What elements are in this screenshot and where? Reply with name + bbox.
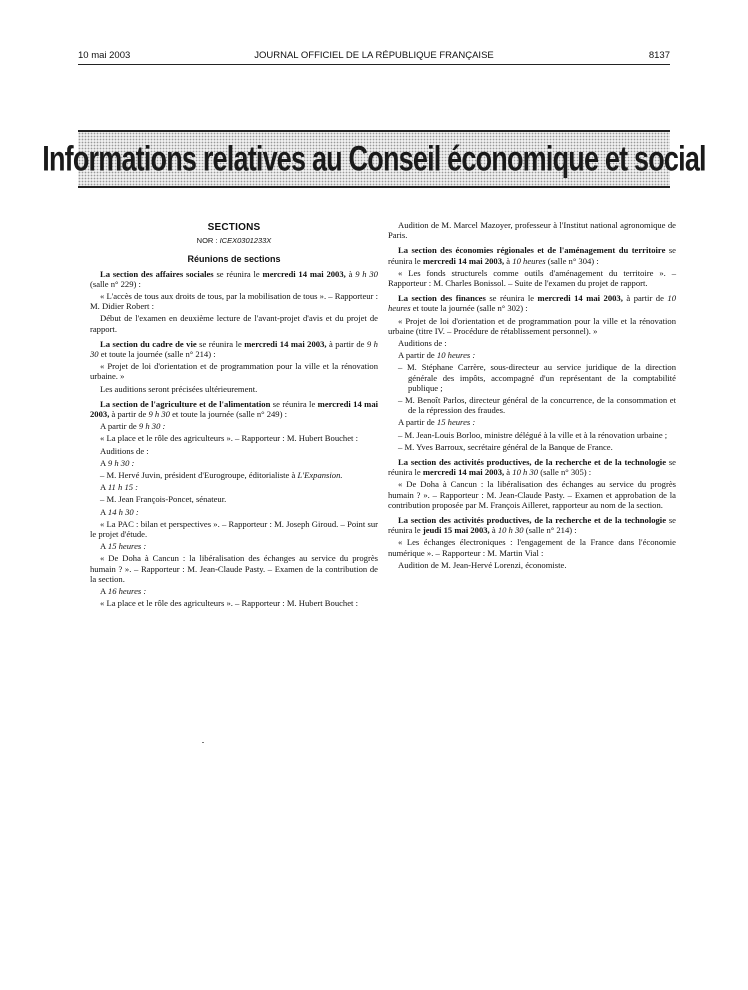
nor-reference — [90, 236, 378, 246]
banner-title: Informations relatives au Conseil économique et social — [42, 138, 706, 178]
paragraph — [90, 507, 378, 517]
paragraph: « Projet de loi d'orientation et de programmation pour la ville et la rénovation urbaine (titre IV. – Procédure de rétablissement personnel). » — [388, 315, 676, 336]
paragraph — [90, 421, 378, 431]
text: A — [100, 586, 108, 597]
publication-name: L'Expansion. — [297, 470, 343, 481]
list-item: – M. Jean-Louis Borloo, ministre délégué à la ville et à la rénovation urbaine ; — [398, 429, 668, 440]
text: A — [100, 506, 108, 517]
paragraph — [388, 350, 676, 360]
paragraph — [90, 482, 378, 492]
text: se réunira le — [270, 398, 318, 409]
paragraph: « Projet de loi d'orientation et de programmation pour la ville et la rénovation urbaine. » — [90, 361, 378, 382]
text: se réunira le — [213, 268, 263, 279]
text: à partir de — [326, 338, 367, 349]
meeting-time: 15 heures : — [436, 417, 476, 428]
text: se réunira le — [388, 457, 676, 478]
paragraph — [388, 515, 676, 535]
text: à — [504, 467, 513, 478]
right-column — [388, 220, 676, 572]
text: se réunira le — [388, 515, 676, 536]
text: à partir de — [622, 293, 668, 304]
paragraph — [90, 586, 378, 596]
meeting-time: 14 h 30 : — [107, 506, 139, 517]
text: (salle n° 305) : — [538, 467, 592, 478]
meeting-time: 9 h 30 — [355, 268, 378, 279]
section-name: La section des finances — [398, 293, 486, 304]
paragraph: « Les échanges électroniques : l'engagement de la France dans l'économie numérique ». – Rapporteur : M. Martin Vial : — [388, 537, 676, 558]
paragraph: « De Doha à Cancun : la libéralisation des échanges au service du progrès humain ? ». – Rapporteur : M. Jean-Claude Pasty. – Examen et approbation de la contribution proposée par M. François Ailleret, rapporteur au nom de la section. — [388, 479, 676, 510]
paragraph: « L'accès de tous aux droits de tous, par la mobilisation de tous ». – Rapporteur : M. Didier Robert : — [90, 291, 378, 312]
section-name: La section des activités productives, de la recherche et de la technologie — [398, 515, 667, 526]
meeting-date: mercredi 14 mai 2003, — [262, 268, 346, 279]
section-name: La section des économies régionales et de l'aménagement du territoire — [398, 245, 666, 256]
meeting-time: 11 h 15 : — [107, 482, 139, 493]
text: A — [100, 482, 108, 493]
meeting-time: 10 h 30 — [512, 467, 539, 478]
text: à — [504, 255, 513, 266]
meeting-time: 9 h 30 : — [138, 421, 166, 432]
text: à — [489, 525, 498, 536]
paragraph — [388, 293, 676, 313]
meeting-date: jeudi 15 mai 2003, — [422, 525, 490, 536]
text: et toute la journée (salle n° 214) : — [98, 349, 216, 360]
meeting-date: mercredi 14 mai 2003, — [422, 255, 505, 266]
paragraph — [388, 457, 676, 477]
list-item: – M. Benoît Parlos, directeur général de la concurrence, de la consommation et de la répression des fraudes. — [398, 395, 676, 416]
nor-label: NOR : — [196, 236, 220, 246]
list-item: – M. Stéphane Carrère, sous-directeur au service juridique de la direction générale des impôts, accompagné d'un représentant de la comptabilité publique ; — [398, 362, 676, 393]
list-item — [90, 470, 378, 480]
meeting-date: mercredi 14 mai 2003, — [422, 467, 505, 478]
sections-title: SECTIONS — [207, 222, 261, 233]
text: à — [345, 268, 356, 279]
text: A partir de — [398, 417, 437, 428]
text: (salle n° 229) : — [90, 278, 141, 289]
meeting-time: 10 heures : — [436, 350, 476, 361]
paragraph: Audition de M. Jean-Hervé Lorenzi, économiste. — [398, 559, 567, 570]
scan-speck — [202, 742, 204, 743]
text: se réunira le — [388, 245, 676, 266]
subtitle: Réunions de sections — [187, 254, 281, 265]
left-column — [90, 220, 378, 611]
paragraph — [388, 245, 676, 265]
text: A — [100, 541, 108, 552]
section-name: La section du cadre de vie — [100, 338, 197, 349]
text: et toute la journée (salle n° 249) : — [169, 409, 287, 420]
paragraph: Auditions de : — [398, 338, 447, 349]
header-rule — [78, 64, 670, 65]
header-page-number: 8137 — [648, 50, 670, 61]
text: A partir de — [398, 350, 437, 361]
paragraph: Les auditions seront précisées ultérieurement. — [100, 383, 258, 394]
meeting-time: 16 heures : — [107, 586, 147, 597]
paragraph: Début de l'examen en deuxième lecture de l'avant-projet d'avis et du projet de rapport. — [90, 313, 378, 334]
section-name: La section de l'agriculture et de l'alimentation — [100, 398, 271, 409]
paragraph: Audition de M. Marcel Mazoyer, professeur à l'Institut national agronomique de Paris. — [388, 220, 676, 241]
meeting-time: 10 heures — [512, 255, 546, 266]
nor-code: ICEX0301233X — [219, 236, 272, 246]
text: A partir de — [100, 421, 139, 432]
list-item: – M. Yves Barroux, secrétaire général de la Banque de France. — [398, 441, 613, 452]
text: se réunira le — [196, 338, 245, 349]
paragraph: Auditions de : — [100, 445, 149, 456]
text: A — [100, 457, 108, 468]
list-item: – M. Jean François-Poncet, sénateur. — [100, 494, 227, 505]
meeting-time: 15 heures : — [107, 541, 147, 552]
paragraph — [90, 541, 378, 551]
paragraph: « La place et le rôle des agriculteurs ». – Rapporteur : M. Hubert Bouchet : — [100, 433, 358, 444]
header-date: 10 mai 2003 — [78, 50, 131, 61]
meeting-date: mercredi 14 mai 2003, — [244, 338, 327, 349]
text: (salle n° 304) : — [545, 255, 599, 266]
paragraph: « De Doha à Cancun : la libéralisation des échanges au service du progrès humain ? ». – Rapporteur : M. Jean-Claude Pasty. – Examen de la contribution de la section. — [90, 553, 378, 584]
paragraph — [90, 458, 378, 468]
paragraph: « La PAC : bilan et perspectives ». – Rapporteur : M. Joseph Giroud. – Point sur le projet d'étude. — [90, 518, 378, 540]
meeting-date: mercredi 14 mai 2003, — [537, 293, 623, 304]
text: à partir de — [109, 409, 149, 420]
paragraph: « La place et le rôle des agriculteurs ». – Rapporteur : M. Hubert Bouchet : — [100, 598, 358, 609]
banner — [42, 130, 706, 188]
paragraph — [388, 417, 676, 427]
meeting-date: mercredi 14 mai 2003, — [90, 398, 378, 420]
text: et toute la journée (salle n° 302) : — [410, 303, 528, 314]
meeting-time: 10 heures — [388, 293, 677, 314]
section-name: La section des affaires sociales — [100, 268, 214, 279]
paragraph — [90, 269, 378, 289]
paragraph — [90, 339, 378, 359]
meeting-time: 9 h 30 — [90, 338, 378, 360]
header-journal-title: JOURNAL OFFICIEL DE LA RÉPUBLIQUE FRANÇAISE — [254, 50, 494, 61]
section-name: La section des activités productives, de la recherche et de la technologie — [398, 457, 667, 468]
meeting-time: 9 h 30 : — [107, 457, 135, 468]
meeting-time: 9 h 30 — [148, 409, 170, 420]
text: (salle n° 214) : — [523, 525, 577, 536]
paragraph — [90, 399, 378, 419]
meeting-time: 10 h 30 — [497, 525, 524, 536]
paragraph: « Les fonds structurels comme outils d'aménagement du territoire ». – Rapporteur : M. Charles Bonissol. – Suite de l'examen du projet de rapport. — [388, 267, 676, 289]
text: se réunira le — [485, 293, 538, 304]
text: – M. Hervé Juvin, président d'Eurogroupe, éditorialiste à — [100, 470, 298, 481]
